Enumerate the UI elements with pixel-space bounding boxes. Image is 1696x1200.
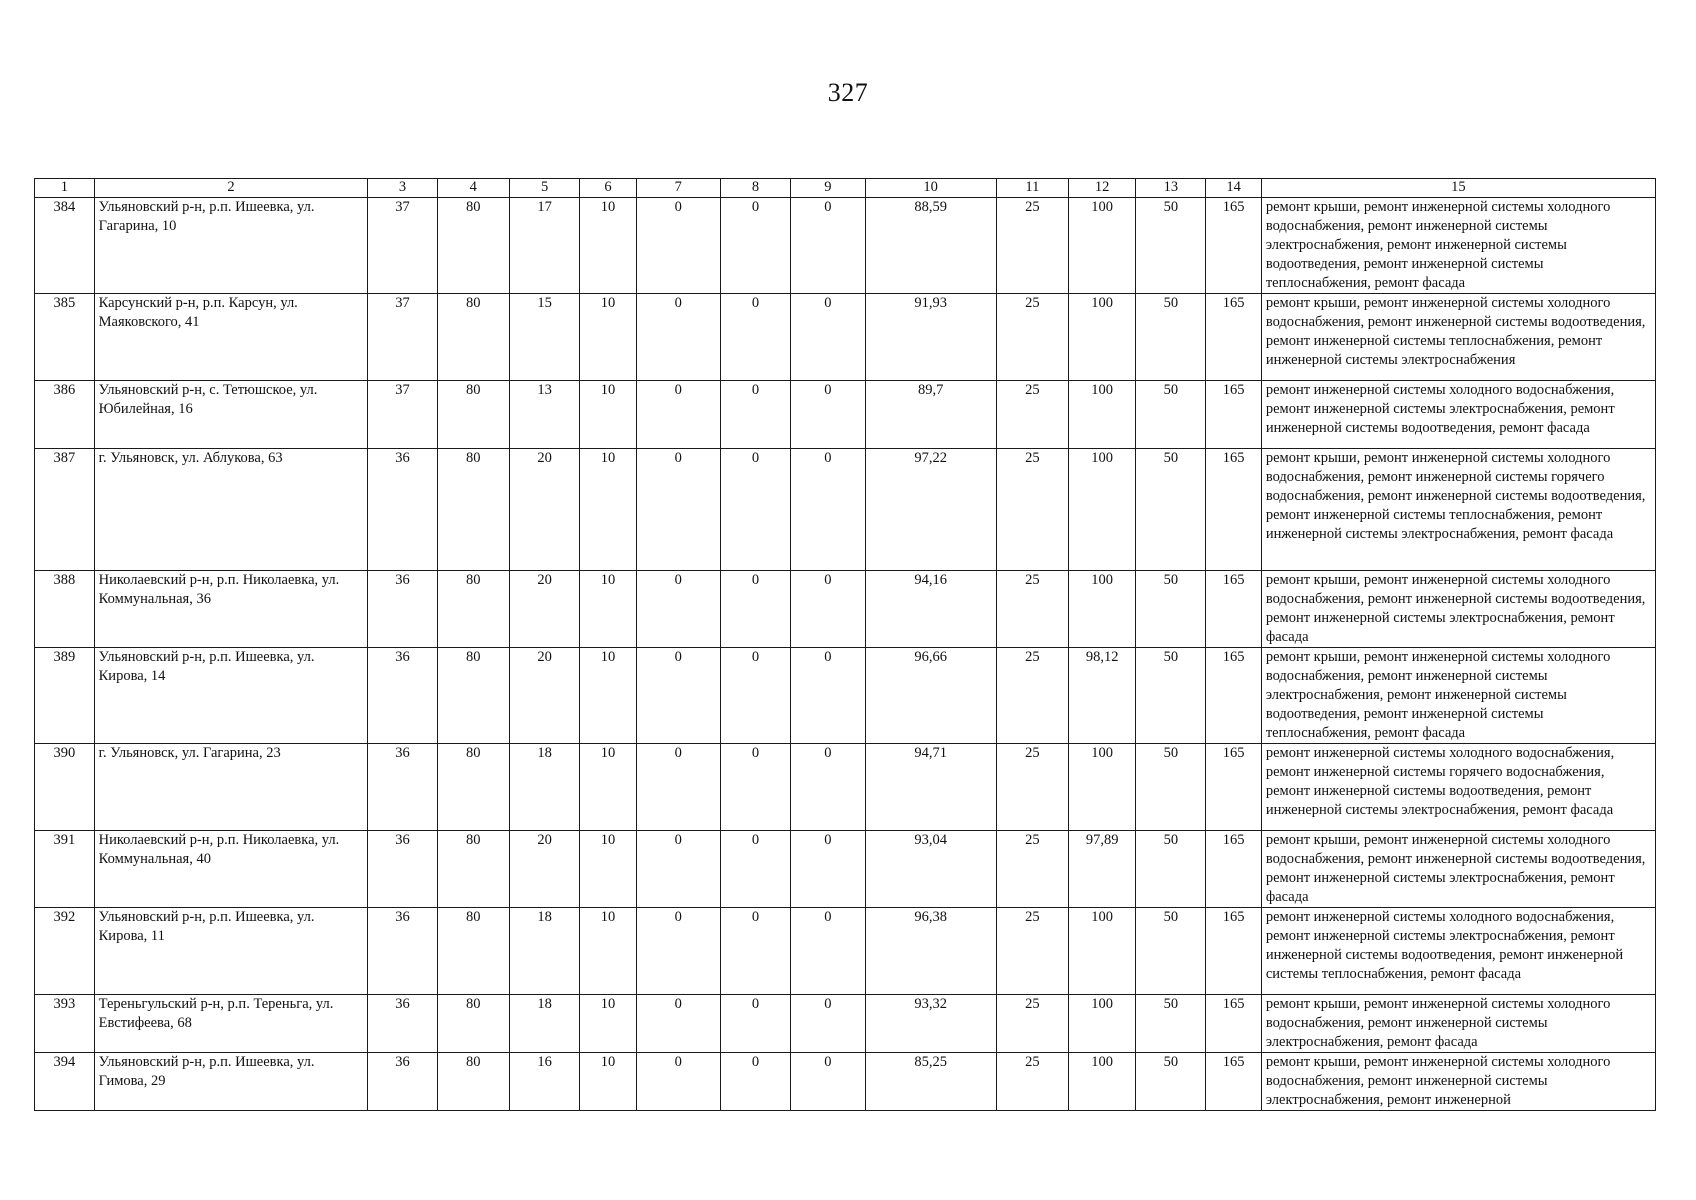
col-11-cell: 25 <box>996 831 1068 908</box>
col-9-cell: 0 <box>791 995 866 1053</box>
row-number-cell: 390 <box>35 744 95 831</box>
col-6-cell: 10 <box>580 995 636 1053</box>
col-7-cell: 0 <box>636 381 720 449</box>
row-number-cell: 392 <box>35 908 95 995</box>
col-7-cell: 0 <box>636 294 720 381</box>
col-9-cell: 0 <box>791 648 866 744</box>
col-10-cell: 94,16 <box>865 571 996 648</box>
col-7-cell: 0 <box>636 995 720 1053</box>
col-5-cell: 18 <box>509 995 579 1053</box>
col-5-cell: 18 <box>509 908 579 995</box>
col-5-cell: 20 <box>509 831 579 908</box>
table-row <box>35 381 1656 449</box>
col-11-cell: 25 <box>996 648 1068 744</box>
col-13-cell: 50 <box>1136 648 1206 744</box>
col-14-cell: 165 <box>1206 571 1261 648</box>
col-6-cell: 10 <box>580 1053 636 1111</box>
col-13-cell: 50 <box>1136 831 1206 908</box>
col-4-cell: 80 <box>437 1053 509 1111</box>
col-4-cell: 80 <box>437 908 509 995</box>
table-row <box>35 831 1656 908</box>
address-cell: г. Ульяновск, ул. Аблукова, 63 <box>94 449 368 571</box>
col-10-cell: 93,32 <box>865 995 996 1053</box>
col-3-cell: 36 <box>368 995 437 1053</box>
work-types-cell: ремонт крыши, ремонт инженерной системы холодного водоснабжения, ремонт инженерной системы водоотведения, ремонт инженерной системы электроснабжения, ремонт фасада <box>1261 831 1655 908</box>
work-types-cell: ремонт инженерной системы холодного водоснабжения, ремонт инженерной системы горячего водоснабжения, ремонт инженерной системы водоотведения, ремонт инженерной системы электроснабжения, ремонт фасада <box>1261 744 1655 831</box>
col-3-cell: 37 <box>368 294 437 381</box>
col-13-cell: 50 <box>1136 571 1206 648</box>
col-13-cell: 50 <box>1136 198 1206 294</box>
header-row <box>35 179 1656 198</box>
col-8-cell: 0 <box>720 381 790 449</box>
col-8-cell: 0 <box>720 995 790 1053</box>
col-12-cell: 100 <box>1069 908 1136 995</box>
col-4-cell: 80 <box>437 294 509 381</box>
col-14-cell: 165 <box>1206 908 1261 995</box>
col-5-cell: 15 <box>509 294 579 381</box>
col-14-cell: 165 <box>1206 294 1261 381</box>
col-12-cell: 98,12 <box>1069 648 1136 744</box>
col-3-cell: 36 <box>368 744 437 831</box>
col-8-cell: 0 <box>720 571 790 648</box>
col-7-cell: 0 <box>636 449 720 571</box>
row-number-cell: 386 <box>35 381 95 449</box>
col-13-cell: 50 <box>1136 381 1206 449</box>
col-9-cell: 0 <box>791 198 866 294</box>
col-10-cell: 89,7 <box>865 381 996 449</box>
address-cell: Карсунский р-н, р.п. Карсун, ул. Маяковского, 41 <box>94 294 368 381</box>
column-header: 14 <box>1206 179 1261 198</box>
work-types-cell: ремонт крыши, ремонт инженерной системы холодного водоснабжения, ремонт инженерной системы водоотведения, ремонт инженерной системы теплоснабжения, ремонт инженерной системы электроснабжения <box>1261 294 1655 381</box>
col-13-cell: 50 <box>1136 294 1206 381</box>
col-10-cell: 88,59 <box>865 198 996 294</box>
table-row <box>35 648 1656 744</box>
row-number-cell: 393 <box>35 995 95 1053</box>
work-types-cell: ремонт крыши, ремонт инженерной системы холодного водоснабжения, ремонт инженерной системы электроснабжения, ремонт инженерной системы водоотведения, ремонт инженерной системы теплоснабжения, ремонт фасада <box>1261 198 1655 294</box>
row-number-cell: 388 <box>35 571 95 648</box>
col-3-cell: 36 <box>368 831 437 908</box>
table-body <box>35 198 1656 1111</box>
address-cell: Ульяновский р-н, р.п. Ишеевка, ул. Кирова, 14 <box>94 648 368 744</box>
col-7-cell: 0 <box>636 571 720 648</box>
col-4-cell: 80 <box>437 381 509 449</box>
column-header: 1 <box>35 179 95 198</box>
col-8-cell: 0 <box>720 908 790 995</box>
col-9-cell: 0 <box>791 449 866 571</box>
col-7-cell: 0 <box>636 198 720 294</box>
col-14-cell: 165 <box>1206 831 1261 908</box>
address-cell: Ульяновский р-н, р.п. Ишеевка, ул. Кирова, 11 <box>94 908 368 995</box>
work-types-cell: ремонт инженерной системы холодного водоснабжения, ремонт инженерной системы электроснабжения, ремонт инженерной системы водоотведения, ремонт инженерной системы теплоснабжения, ремонт фасада <box>1261 908 1655 995</box>
col-7-cell: 0 <box>636 648 720 744</box>
row-number-cell: 387 <box>35 449 95 571</box>
col-6-cell: 10 <box>580 198 636 294</box>
col-14-cell: 165 <box>1206 449 1261 571</box>
col-13-cell: 50 <box>1136 1053 1206 1111</box>
column-header: 8 <box>720 179 790 198</box>
col-6-cell: 10 <box>580 381 636 449</box>
table-row <box>35 198 1656 294</box>
row-number-cell: 394 <box>35 1053 95 1111</box>
col-12-cell: 100 <box>1069 995 1136 1053</box>
col-14-cell: 165 <box>1206 648 1261 744</box>
table-row <box>35 294 1656 381</box>
col-8-cell: 0 <box>720 744 790 831</box>
col-6-cell: 10 <box>580 571 636 648</box>
col-13-cell: 50 <box>1136 449 1206 571</box>
col-5-cell: 20 <box>509 571 579 648</box>
column-header: 11 <box>996 179 1068 198</box>
col-6-cell: 10 <box>580 449 636 571</box>
col-6-cell: 10 <box>580 908 636 995</box>
work-types-cell: ремонт крыши, ремонт инженерной системы холодного водоснабжения, ремонт инженерной системы водоотведения, ремонт инженерной системы электроснабжения, ремонт фасада <box>1261 571 1655 648</box>
col-8-cell: 0 <box>720 449 790 571</box>
address-cell: г. Ульяновск, ул. Гагарина, 23 <box>94 744 368 831</box>
col-9-cell: 0 <box>791 381 866 449</box>
column-header: 9 <box>791 179 866 198</box>
column-header: 10 <box>865 179 996 198</box>
col-8-cell: 0 <box>720 648 790 744</box>
address-cell: Ульяновский р-н, с. Тетюшское, ул. Юбилейная, 16 <box>94 381 368 449</box>
column-header: 13 <box>1136 179 1206 198</box>
row-number-cell: 391 <box>35 831 95 908</box>
col-3-cell: 36 <box>368 571 437 648</box>
col-8-cell: 0 <box>720 198 790 294</box>
col-5-cell: 18 <box>509 744 579 831</box>
address-cell: Тереньгульский р-н, р.п. Тереньга, ул. Евстифеева, 68 <box>94 995 368 1053</box>
column-header: 5 <box>509 179 579 198</box>
table-row <box>35 449 1656 571</box>
row-number-cell: 385 <box>35 294 95 381</box>
work-types-cell: ремонт крыши, ремонт инженерной системы холодного водоснабжения, ремонт инженерной системы электроснабжения, ремонт инженерной системы водоотведения, ремонт инженерной системы теплоснабжения, ремонт фасада <box>1261 648 1655 744</box>
col-8-cell: 0 <box>720 1053 790 1111</box>
col-7-cell: 0 <box>636 908 720 995</box>
work-types-cell: ремонт крыши, ремонт инженерной системы холодного водоснабжения, ремонт инженерной системы электроснабжения, ремонт инженерной <box>1261 1053 1655 1111</box>
col-11-cell: 25 <box>996 571 1068 648</box>
col-13-cell: 50 <box>1136 995 1206 1053</box>
col-10-cell: 85,25 <box>865 1053 996 1111</box>
col-10-cell: 96,66 <box>865 648 996 744</box>
address-cell: Ульяновский р-н, р.п. Ишеевка, ул. Гимова, 29 <box>94 1053 368 1111</box>
col-14-cell: 165 <box>1206 381 1261 449</box>
col-3-cell: 37 <box>368 381 437 449</box>
table-row <box>35 1053 1656 1111</box>
row-number-cell: 384 <box>35 198 95 294</box>
col-5-cell: 20 <box>509 449 579 571</box>
table-row <box>35 908 1656 995</box>
col-14-cell: 165 <box>1206 744 1261 831</box>
col-4-cell: 80 <box>437 648 509 744</box>
col-5-cell: 20 <box>509 648 579 744</box>
table-row <box>35 995 1656 1053</box>
col-12-cell: 100 <box>1069 449 1136 571</box>
table-row <box>35 571 1656 648</box>
col-9-cell: 0 <box>791 831 866 908</box>
col-6-cell: 10 <box>580 744 636 831</box>
col-8-cell: 0 <box>720 831 790 908</box>
col-12-cell: 97,89 <box>1069 831 1136 908</box>
column-header: 6 <box>580 179 636 198</box>
col-14-cell: 165 <box>1206 995 1261 1053</box>
page-number: 327 <box>827 78 869 107</box>
col-3-cell: 36 <box>368 1053 437 1111</box>
address-cell: Ульяновский р-н, р.п. Ишеевка, ул. Гагарина, 10 <box>94 198 368 294</box>
col-3-cell: 37 <box>368 198 437 294</box>
column-header: 12 <box>1069 179 1136 198</box>
col-13-cell: 50 <box>1136 908 1206 995</box>
col-4-cell: 80 <box>437 571 509 648</box>
col-12-cell: 100 <box>1069 381 1136 449</box>
col-12-cell: 100 <box>1069 198 1136 294</box>
col-11-cell: 25 <box>996 908 1068 995</box>
col-14-cell: 165 <box>1206 198 1261 294</box>
col-11-cell: 25 <box>996 995 1068 1053</box>
col-12-cell: 100 <box>1069 571 1136 648</box>
col-4-cell: 80 <box>437 198 509 294</box>
col-9-cell: 0 <box>791 744 866 831</box>
col-4-cell: 80 <box>437 449 509 571</box>
col-7-cell: 0 <box>636 1053 720 1111</box>
col-3-cell: 36 <box>368 449 437 571</box>
address-cell: Николаевский р-н, р.п. Николаевка, ул. Коммунальная, 40 <box>94 831 368 908</box>
col-9-cell: 0 <box>791 294 866 381</box>
col-12-cell: 100 <box>1069 1053 1136 1111</box>
col-5-cell: 17 <box>509 198 579 294</box>
col-10-cell: 97,22 <box>865 449 996 571</box>
work-types-cell: ремонт крыши, ремонт инженерной системы холодного водоснабжения, ремонт инженерной системы электроснабжения, ремонт фасада <box>1261 995 1655 1053</box>
col-14-cell: 165 <box>1206 1053 1261 1111</box>
column-header: 2 <box>94 179 368 198</box>
col-6-cell: 10 <box>580 831 636 908</box>
col-12-cell: 100 <box>1069 744 1136 831</box>
col-4-cell: 80 <box>437 995 509 1053</box>
col-9-cell: 0 <box>791 1053 866 1111</box>
column-header: 7 <box>636 179 720 198</box>
col-10-cell: 96,38 <box>865 908 996 995</box>
col-11-cell: 25 <box>996 1053 1068 1111</box>
col-13-cell: 50 <box>1136 744 1206 831</box>
column-header: 4 <box>437 179 509 198</box>
work-types-cell: ремонт инженерной системы холодного водоснабжения, ремонт инженерной системы электроснабжения, ремонт инженерной системы водоотведения, ремонт фасада <box>1261 381 1655 449</box>
row-number-cell: 389 <box>35 648 95 744</box>
col-4-cell: 80 <box>437 831 509 908</box>
address-cell: Николаевский р-н, р.п. Николаевка, ул. Коммунальная, 36 <box>94 571 368 648</box>
col-6-cell: 10 <box>580 648 636 744</box>
col-9-cell: 0 <box>791 571 866 648</box>
col-5-cell: 13 <box>509 381 579 449</box>
work-types-cell: ремонт крыши, ремонт инженерной системы холодного водоснабжения, ремонт инженерной системы горячего водоснабжения, ремонт инженерной системы водоотведения, ремонт инженерной системы теплоснабжения, ремонт инженерной системы электроснабжения, ремонт фасада <box>1261 449 1655 571</box>
col-11-cell: 25 <box>996 744 1068 831</box>
col-10-cell: 91,93 <box>865 294 996 381</box>
col-11-cell: 25 <box>996 449 1068 571</box>
col-3-cell: 36 <box>368 648 437 744</box>
col-4-cell: 80 <box>437 744 509 831</box>
repair-registry-table <box>34 178 1656 1111</box>
col-11-cell: 25 <box>996 294 1068 381</box>
col-10-cell: 93,04 <box>865 831 996 908</box>
col-3-cell: 36 <box>368 908 437 995</box>
col-11-cell: 25 <box>996 198 1068 294</box>
col-11-cell: 25 <box>996 381 1068 449</box>
column-header: 3 <box>368 179 437 198</box>
col-12-cell: 100 <box>1069 294 1136 381</box>
col-7-cell: 0 <box>636 831 720 908</box>
table-row <box>35 744 1656 831</box>
col-9-cell: 0 <box>791 908 866 995</box>
col-5-cell: 16 <box>509 1053 579 1111</box>
col-10-cell: 94,71 <box>865 744 996 831</box>
col-6-cell: 10 <box>580 294 636 381</box>
col-7-cell: 0 <box>636 744 720 831</box>
column-header: 15 <box>1261 179 1655 198</box>
col-8-cell: 0 <box>720 294 790 381</box>
